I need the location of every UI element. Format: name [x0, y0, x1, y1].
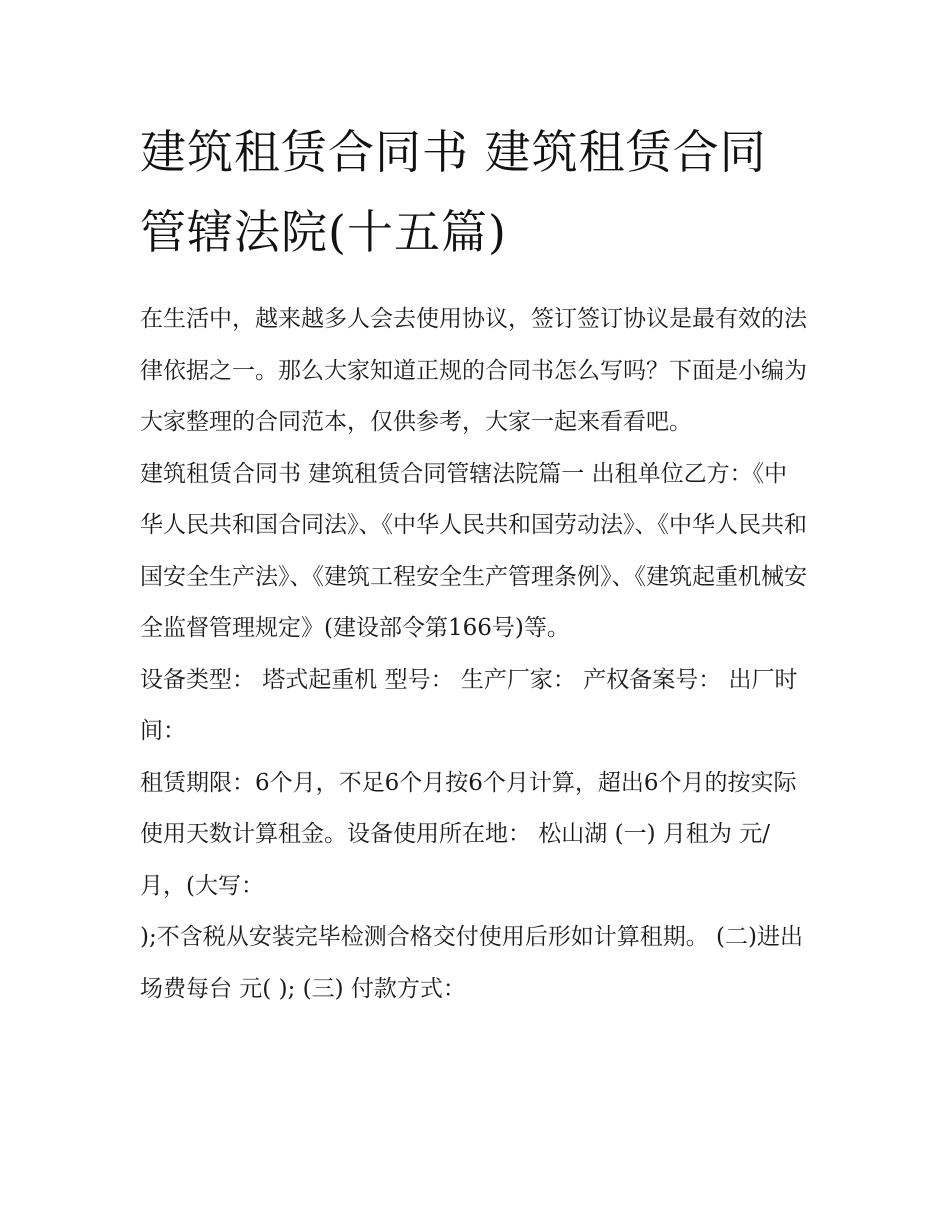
lease-term-paragraph: 租赁期限：6个月，不足6个月按6个月计算，超出6个月的按实际使用天数计算租金。设备使用所在地： 松山湖 (一) 月租为 元/月，(大写： [140, 769, 797, 899]
intro-paragraph: 在生活中，越来越多人会去使用协议，签订签订协议是最有效的法律依据之一。那么大家知道正规的合同书怎么写吗？下面是小编为大家整理的合同范本，仅供参考，大家一起来看看吧。 [140, 306, 807, 435]
legal-basis-paragraph: 建筑租赁合同书 建筑租赁合同管辖法院篇一 出租单位乙方：《中华人民共和国合同法》、《中华人民共和国劳动法》、《中华人民共和国安全生产法》、《建筑工程安全生产管理条例》、《建筑起重机械安全监督管理规定》(建设部令第166号)等。 [140, 460, 807, 641]
payment-terms-paragraph: );不含税从安装完毕检测合格交付使用后形如计算租期。 (二)进出场费每台 元( ); (三) 付款方式： [140, 924, 803, 1002]
document-title: 建筑租赁合同书 建筑租赁合同管辖法院(十五篇) [140, 125, 767, 259]
equipment-info-paragraph: 设备类型： 塔式起重机 型号： 生产厂家： 产权备案号： 出厂时间： [140, 666, 798, 744]
